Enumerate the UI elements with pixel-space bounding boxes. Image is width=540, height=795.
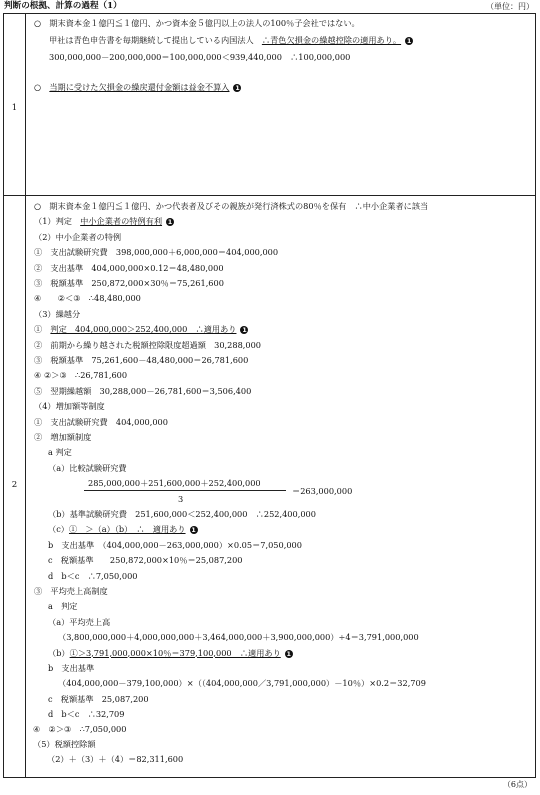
fraction-bar — [84, 490, 286, 491]
s2-line: ○ 期末資本金１億円≦１億円、かつ代表者及びその親族が発行済株式の80％を保有 ∴中小企業者に該当 — [34, 201, 429, 211]
s2-line: b 支出基準 （404,000,000－263,000,000）×0.05＝7,050,000 — [48, 539, 302, 550]
s2-line: （2）＋（3）＋（4）＝82,311,600 — [47, 754, 184, 765]
s2-line: （5）税額控除額 — [33, 739, 96, 749]
s2-line: a 判定 — [48, 601, 78, 612]
s1-refund-text: 当期に受けた欠損金の繰戻還付金額は益金不算入 — [49, 82, 230, 92]
score-label: （6点） — [502, 780, 532, 789]
s2-line: ③ 平均売上高制度 — [34, 586, 108, 596]
fraction-numerator: 285,000,000＋251,600,000＋252,400,000 — [88, 478, 261, 489]
score-mark-icon: 1 — [286, 649, 292, 658]
s2-line: d b＜c ∴32,709 — [48, 709, 125, 720]
unit-label: （単位：円） — [486, 2, 534, 11]
s2-line: d b＜c ∴7,050,000 — [48, 570, 138, 581]
s2-line: （a）比較試験研究費 — [48, 462, 127, 473]
s2-line: （a）平均売上高 — [48, 616, 111, 627]
score-mark-icon: 1 — [167, 218, 173, 227]
s2-text: （b） — [48, 647, 70, 658]
score-mark-icon: 1 — [242, 326, 247, 335]
s2-line — [34, 217, 174, 226]
s1-line-capital: ○ 期末資本金１億円≦１億円、かつ資本金５億円以上の法人の100％子会社ではない。 — [34, 18, 360, 28]
s2-underlined: 中小企業者の特例有利 — [80, 216, 163, 227]
s2-line: （3）繰越分 — [34, 308, 81, 319]
s1-line-calc: 300,000,000－200,000,000＝100,000,000＜939,440,000 ∴100,000,000 — [49, 52, 351, 62]
s1-blue-conclusion: ∴青色欠損金の繰越控除の適用あり。 — [261, 35, 402, 45]
fraction-result: ＝263,000,000 — [292, 486, 353, 497]
score-mark-icon: 1 — [191, 526, 196, 535]
s2-line: （404,000,000－379,100,000）×（（404,000,000／3,791,000,000）－10％）×0.2＝32,709 — [58, 678, 426, 689]
s2-line: （b）基準試験研究費 251,600,000＜252,400,000 ∴252,400,000 — [48, 509, 316, 519]
s1-refund-bullet: ○ — [34, 82, 50, 92]
s2-line: ① 支出試験研究費 404,000,000 — [34, 416, 168, 427]
s2-line: c 税額基準 250,872,000×10％＝25,087,200 — [48, 555, 243, 566]
s2-line: ④ ②＜③ ∴48,480,000 — [34, 293, 141, 304]
s2-line: ④ ②＞③ ∴26,781,600 — [34, 370, 128, 381]
s2-line: ② 支出基準 404,000,000×0.12＝48,480,000 — [34, 262, 224, 273]
s2-text: ① — [34, 324, 51, 335]
s2-line — [48, 649, 293, 658]
s2-underlined: ①＞3,791,000,000×10％＝379,100,000 ∴適用あり — [69, 647, 281, 658]
s2-text: （1）判定 — [34, 216, 81, 227]
score-mark-icon: 1 — [235, 84, 240, 92]
s2-line: ③ 税額基準 250,872,000×30％＝75,261,600 — [34, 278, 224, 288]
s2-line: ① 支出試験研究費 398,000,000＋6,000,000＝404,000,000 — [34, 247, 279, 258]
column-divider — [25, 14, 26, 777]
s1-blue-text: 甲社は青色申告書を毎期継続して提出している内国法人 — [49, 35, 262, 45]
s2-line: （2）中小企業者の特例 — [34, 231, 122, 242]
s2-line — [34, 325, 248, 334]
s2-line: c 税額基準 25,087,200 — [48, 693, 149, 704]
s2-line — [48, 525, 198, 534]
section-1-number: 1 — [11, 103, 18, 113]
s2-line: ④ ②＞③ ∴7,050,000 — [33, 723, 127, 734]
s2-underlined: 判定 404,000,000＞252,400,000 ∴適用あり — [50, 324, 237, 335]
section-2-number: 2 — [11, 480, 18, 490]
fraction-denominator: 3 — [178, 494, 184, 505]
s2-line: ② 増加額制度 — [34, 432, 92, 442]
s2-text: （c） — [48, 524, 69, 535]
s2-line: a 判定 — [48, 447, 72, 458]
s2-line: b 支出基準 — [48, 663, 95, 673]
page-title: 判断の根拠、計算の過程（1） — [4, 1, 122, 11]
s2-line: ⑤ 翌期繰越額 30,288,000－26,781,600＝3,506,400 — [34, 385, 252, 396]
s2-line: ② 前期から繰り越された税額控除限度超過額 30,288,000 — [34, 339, 262, 350]
s2-line: （3,800,000,000＋4,000,000,000＋3,464,000,000＋3,900,000,000）÷4＝3,791,000,000 — [58, 632, 419, 643]
score-mark-icon: 1 — [406, 37, 412, 45]
s2-underlined: ① ＞（a）（b） ∴ 適用あり — [68, 524, 186, 535]
row-divider — [4, 195, 535, 196]
s1-line-blue-return — [49, 36, 413, 45]
s1-line-refund — [34, 83, 241, 92]
s2-line: ③ 税額基準 75,261,600－48,480,000＝26,781,600 — [34, 355, 249, 365]
s2-line: （4）増加額等制度 — [34, 401, 105, 412]
answer-table — [3, 13, 536, 778]
